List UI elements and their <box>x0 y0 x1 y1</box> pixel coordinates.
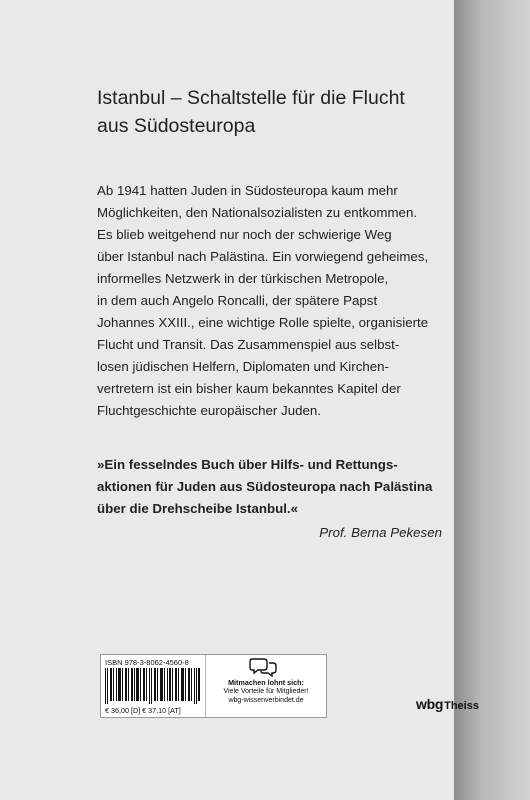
blurb-line: über Istanbul nach Palästina. Ein vorwiegend geheimes, <box>97 249 429 264</box>
quote-author: Prof. Berna Pekesen <box>319 525 442 540</box>
blurb-line: informelles Netzwerk in der türkischen Metropole, <box>97 271 389 286</box>
blurb-line: Johannes XXIII., eine wichtige Rolle spielte, organisierte <box>97 315 429 330</box>
promo-title: Mitmachen lohnt sich: <box>228 678 304 687</box>
headline-line: aus Südosteuropa <box>97 115 256 137</box>
publisher-logo <box>416 697 479 713</box>
promo-text: Viele Vorteile für Mitglieder! <box>223 688 309 695</box>
barcode-image <box>105 668 202 704</box>
quote-line: über die Drehscheibe Istanbul.« <box>97 501 298 516</box>
quote-line: »Ein fesselndes Buch über Hilfs- und Rettungs- <box>97 457 398 472</box>
blurb-line: in dem auch Angelo Roncalli, der spätere Papst <box>97 293 378 308</box>
blurb-line: vertretern ist ein bisher kaum bekanntes Kapitel der <box>97 381 401 396</box>
blurb-line: Ab 1941 hatten Juden in Südosteuropa kaum mehr <box>97 183 398 198</box>
quote-line: aktionen für Juden aus Südosteuropa nach Palästina <box>97 479 433 494</box>
headline-line: Istanbul – Schaltstelle für die Flucht <box>97 87 405 109</box>
price-label: € 36,00 [D] € 37,10 [AT] <box>105 706 181 715</box>
isbn-label: ISBN 978-3-8062-4560-8 <box>105 658 189 667</box>
review-quote <box>97 454 442 520</box>
barcode-box <box>100 654 327 718</box>
blurb-text <box>97 180 442 422</box>
publisher-wbg: wbg <box>416 696 444 712</box>
chat-bubbles-icon <box>249 657 277 677</box>
headline <box>97 84 442 140</box>
blurb-line: Möglichkeiten, den Nationalsozialisten zu entkommen. <box>97 205 418 220</box>
membership-promo <box>207 655 325 717</box>
blurb-line: Flucht und Transit. Das Zusammenspiel aus selbst- <box>97 337 400 352</box>
side-band <box>454 0 530 800</box>
blurb-line: losen jüdischen Helfern, Diplomaten und Kirchen- <box>97 359 389 374</box>
blurb-line: Es blieb weitgehend nur noch der schwierige Weg <box>97 227 392 242</box>
divider <box>205 655 206 717</box>
publisher-imprint: Theiss <box>444 700 479 712</box>
cover-content <box>97 84 442 544</box>
blurb-line: Fluchtgeschichte europäischer Juden. <box>97 403 321 418</box>
promo-url: wbg-wissenverbindet.de <box>228 697 304 704</box>
